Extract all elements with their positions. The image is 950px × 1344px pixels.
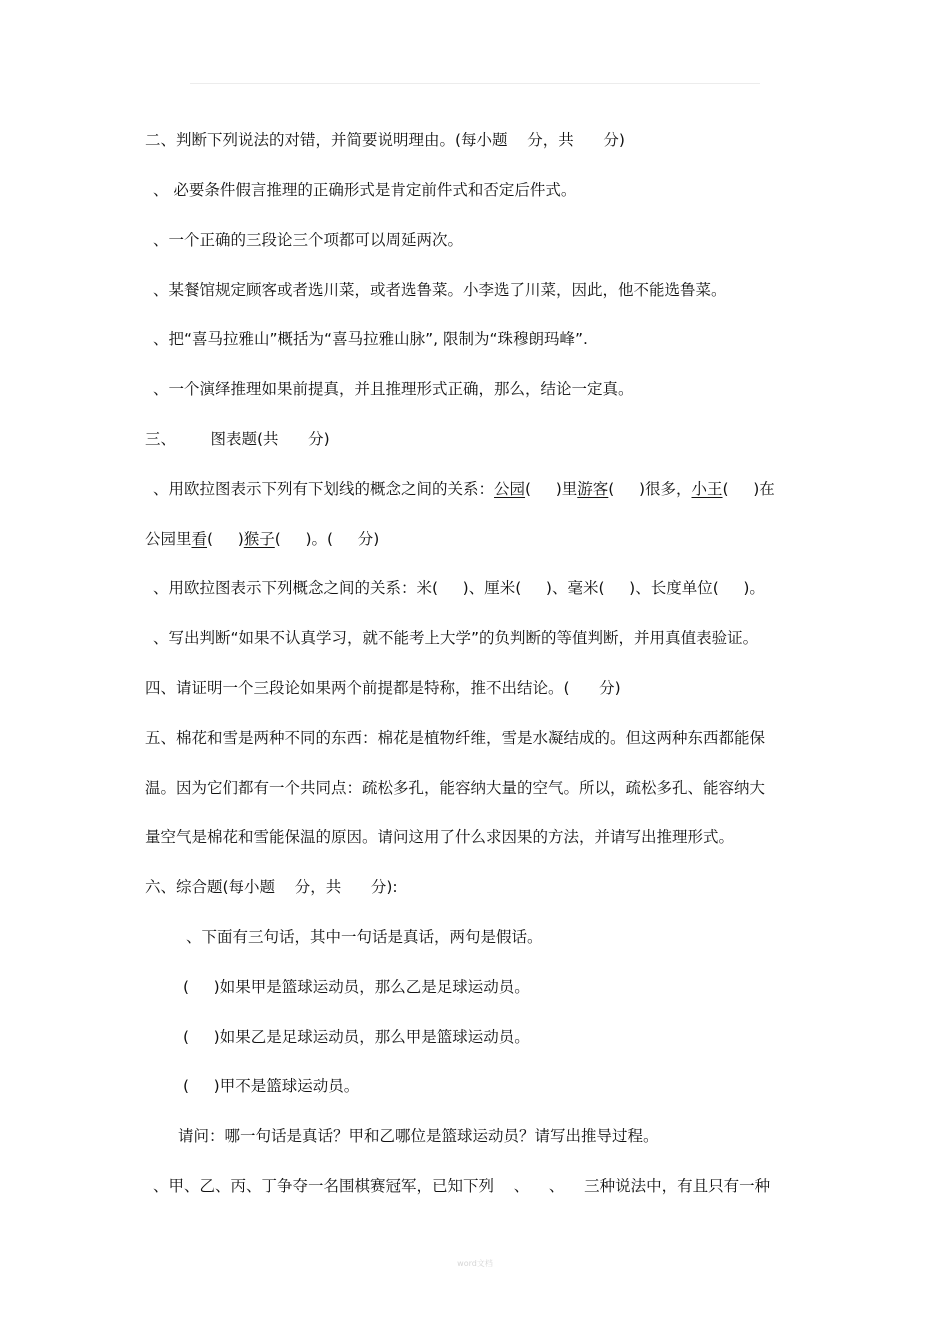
underlined-term-tourists: 游客 <box>577 480 609 498</box>
s2-question-3: 、某餐馆规定顾客或者选川菜，或者选鲁菜。小李选了川菜，因此，他不能选鲁菜。 <box>153 281 727 299</box>
underlined-term-watch: 看 <box>191 530 208 548</box>
s3-q1-text-f: ( ) <box>207 530 244 548</box>
section-5-line-2: 温。因为它们都有一个共同点：疏松多孔，能容纳大量的空气。所以，疏松多孔、能容纳大 <box>145 779 766 797</box>
s2-question-2: 、一个正确的三段论三个项都可以周延两次。 <box>153 231 464 249</box>
s3-q1-text-b: ( )里 <box>525 480 578 498</box>
s3-q1-text-a: 、用欧拉图表示下列有下划线的概念之间的关系： <box>153 480 495 498</box>
section-5-line-3: 量空气是棉花和雪能保温的原因。请问这用了什么求因果的方法，并请写出推理形式。 <box>145 828 735 846</box>
s3-question-1-line-2 <box>145 528 379 550</box>
s6-question-1: 、下面有三句话，其中一句话是真话，两句是假话。 <box>186 928 543 946</box>
section-4: 四、请证明一个三段论如果两个前提都是特称，推不出结论。( 分) <box>145 679 621 697</box>
s6-statement-a: ( )如果甲是篮球运动员，那么乙是足球运动员。 <box>183 978 530 996</box>
s3-q1-text-e: 公园里 <box>145 530 192 548</box>
s6-statement-c: ( )甲不是篮球运动员。 <box>183 1077 360 1095</box>
s3-question-2: 、用欧拉图表示下列概念之间的关系：米( )、厘米( )、毫米( )、长度单位( )。 <box>153 579 765 597</box>
s6-statement-b: ( )如果乙是足球运动员，那么甲是篮球运动员。 <box>183 1028 530 1046</box>
section-2-heading: 二、判断下列说法的对错，并简要说明理由。(每小题 分，共 分) <box>145 131 625 149</box>
header-rule <box>190 83 760 84</box>
s3-question-3: 、写出判断“如果不认真学习，就不能考上大学”的负判断的等值判断，并用真值表验证。 <box>153 629 759 647</box>
section-5-line-1: 五、棉花和雪是两种不同的东西：棉花是植物纤维，雪是水凝结成的。但这两种东西都能保 <box>145 729 766 747</box>
s3-q1-text-d: ( )在 <box>722 480 775 498</box>
section-6-heading: 六、综合题(每小题 分，共 分): <box>145 878 398 896</box>
s6-question-2: 、甲、乙、丙、丁争夺一名围棋赛冠军，已知下列 、 、 三种说法中，有且只有一种 <box>153 1177 771 1195</box>
s6-question-1-ask: 请问：哪一句话是真话？甲和乙哪位是篮球运动员？请写出推导过程。 <box>178 1127 659 1145</box>
underlined-term-park: 公园 <box>494 480 526 498</box>
s3-q1-text-g: ( )。( 分) <box>274 530 380 548</box>
underlined-term-xiaowang: 小王 <box>691 480 723 498</box>
s2-question-4: 、把“喜马拉雅山”概括为“喜马拉雅山脉”, 限制为“珠穆朗玛峰”. <box>153 330 588 348</box>
s2-question-1: 、 必要条件假言推理的正确形式是肯定前件式和否定后件式。 <box>153 181 577 199</box>
section-3-heading: 三、 图表题(共 分) <box>145 430 330 448</box>
footer-watermark: word文档 <box>457 1259 493 1268</box>
s3-question-1-line-1 <box>153 478 775 500</box>
s3-q1-text-c: ( )很多， <box>608 480 692 498</box>
s2-question-5: 、一个演绎推理如果前提真，并且推理形式正确，那么，结论一定真。 <box>153 380 634 398</box>
underlined-term-monkeys: 猴子 <box>243 530 275 548</box>
